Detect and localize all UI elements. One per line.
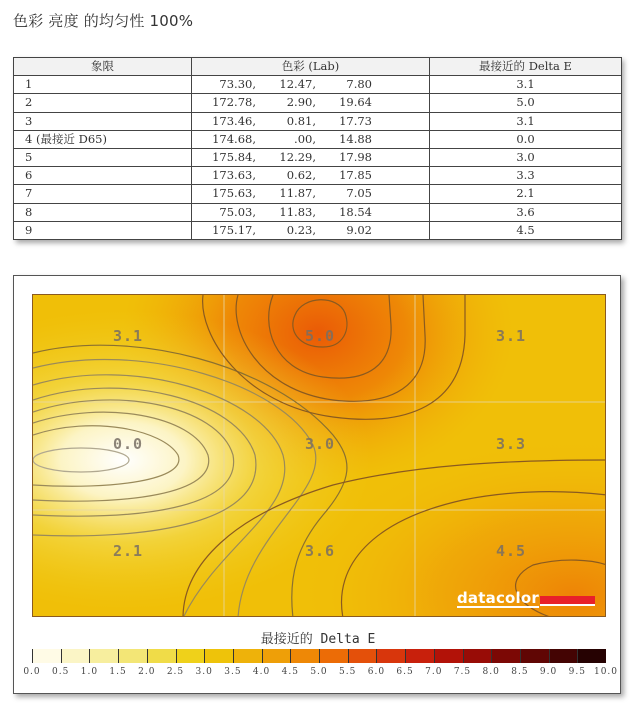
lab-cell [192, 167, 430, 185]
lab-a: .00, [294, 131, 316, 146]
lab-b: 17.98 [339, 150, 372, 165]
colorbar-tick-label: 7.5 [453, 667, 472, 677]
zone-cell: 6 [14, 167, 192, 185]
legend-title: 最接近的 Delta E [260, 632, 376, 647]
colorbar-segment [577, 649, 606, 663]
lab-l: 175.17, [212, 222, 256, 237]
lab-b: 14.88 [339, 131, 372, 146]
header-lab: 色彩 (Lab) [192, 58, 430, 76]
zone-cell: 7 [14, 185, 192, 203]
colorbar-segment [434, 649, 463, 663]
lab-a: 0.23, [286, 222, 316, 237]
colorbar-tick-label: 6.0 [367, 667, 386, 677]
colorbar-segment [147, 649, 176, 663]
header-zone: 象限 [14, 58, 192, 76]
colorbar-tick-label: 10.0 [593, 667, 619, 677]
zone-label-4: 0.0 [112, 435, 144, 453]
table-row [14, 76, 622, 94]
table-row [14, 203, 622, 221]
colorbar-ticks [14, 667, 622, 681]
zone-cell: 1 [14, 76, 192, 94]
lab-b: 9.02 [346, 222, 372, 237]
zone-label-7: 2.1 [112, 542, 144, 560]
zone-cell: 4 (最接近 D65) [14, 130, 192, 148]
lab-cell [192, 130, 430, 148]
colorbar-segment [319, 649, 348, 663]
lab-b: 18.54 [339, 204, 372, 219]
uniformity-chart-panel [13, 275, 621, 694]
zone-cell: 2 [14, 94, 192, 112]
colorbar-segment [549, 649, 578, 663]
delta-e-cell: 3.1 [430, 112, 622, 130]
table-row [14, 130, 622, 148]
colorbar-tick-label: 7.0 [425, 667, 443, 677]
zone-cell: 9 [14, 221, 192, 239]
lab-cell [192, 203, 430, 221]
colorbar-tick-label: 0.0 [23, 667, 41, 677]
delta-e-cell: 3.3 [430, 167, 622, 185]
lab-b: 7.80 [346, 77, 372, 92]
zone-label-5: 3.0 [304, 435, 336, 453]
lab-a: 11.87, [279, 186, 316, 201]
table-row [14, 94, 622, 112]
lab-a: 0.81, [286, 113, 316, 128]
lab-a: 0.62, [286, 168, 316, 183]
page-title: 色彩 亮度 的均匀性 100% [13, 12, 194, 30]
colorbar-tick-label: 2.0 [138, 667, 156, 677]
zone-label-3: 3.1 [495, 327, 527, 345]
colorbar-segment [89, 649, 118, 663]
colorbar-tick-label: 8.0 [482, 667, 500, 677]
table-row [14, 167, 622, 185]
zone-label-8: 3.6 [304, 542, 336, 560]
lab-l: 173.63, [212, 168, 256, 183]
lab-cell [192, 148, 430, 166]
lab-a: 12.47, [279, 77, 316, 92]
colorbar-tick-label: 6.5 [396, 667, 414, 677]
lab-a: 2.90, [286, 95, 316, 110]
table-row [14, 185, 622, 203]
lab-b: 17.85 [339, 168, 372, 183]
colorbar-tick-label: 5.0 [310, 667, 328, 677]
colorbar-segment [233, 649, 262, 663]
colorbar-tick-label: 3.0 [195, 667, 213, 677]
colorbar-segment [520, 649, 549, 663]
header-delta-e: 最接近的 Delta E [430, 58, 622, 76]
zone-label-2: 5.0 [304, 327, 336, 345]
lab-a: 12.29, [279, 150, 316, 165]
colorbar-tick-label: 1.5 [109, 667, 127, 677]
lab-cell [192, 112, 430, 130]
zone-cell: 5 [14, 148, 192, 166]
lab-l: 172.78, [212, 95, 256, 110]
delta-e-cell: 0.0 [430, 130, 622, 148]
uniformity-table-container [13, 57, 621, 240]
brand-text: datacolor [457, 589, 539, 607]
colorbar-segment [348, 649, 377, 663]
colorbar-tick-label: 1.0 [80, 667, 99, 677]
colorbar-tick-label: 9.0 [539, 667, 558, 677]
colorbar-segment [262, 649, 291, 663]
lab-l: 175.63, [212, 186, 256, 201]
colorbar-tick-label: 8.5 [511, 667, 529, 677]
colorbar-segment [491, 649, 520, 663]
zone-cell: 8 [14, 203, 192, 221]
zone-label-1: 3.1 [112, 327, 144, 345]
lab-cell [192, 221, 430, 239]
lab-cell [192, 76, 430, 94]
lab-a: 11.83, [279, 204, 316, 219]
colorbar-segment [463, 649, 492, 663]
uniformity-heatmap [32, 294, 606, 617]
lab-l: 73.30, [219, 77, 256, 92]
lab-cell [192, 185, 430, 203]
brand-red-bar [540, 596, 595, 606]
delta-e-cell: 3.1 [430, 76, 622, 94]
colorbar-tick-label: 4.0 [252, 667, 271, 677]
lab-l: 174.68, [212, 131, 256, 146]
uniformity-table [13, 57, 622, 240]
lab-l: 173.46, [212, 113, 256, 128]
colorbar-segment [290, 649, 319, 663]
table-row [14, 148, 622, 166]
colorbar-segment [204, 649, 233, 663]
colorbar-tick-label: 3.5 [224, 667, 242, 677]
lab-b: 7.05 [346, 186, 372, 201]
colorbar-segment [176, 649, 205, 663]
colorbar-tick-label: 5.5 [339, 667, 357, 677]
colorbar [32, 649, 606, 663]
table-row [14, 221, 622, 239]
delta-e-cell: 2.1 [430, 185, 622, 203]
lab-l: 175.84, [212, 150, 256, 165]
delta-e-cell: 5.0 [430, 94, 622, 112]
table-row [14, 112, 622, 130]
zone-label-9: 4.5 [495, 542, 527, 560]
colorbar-segment [118, 649, 147, 663]
delta-e-cell: 4.5 [430, 221, 622, 239]
lab-b: 19.64 [339, 95, 372, 110]
lab-b: 17.73 [339, 113, 372, 128]
colorbar-segment [405, 649, 434, 663]
colorbar-segment [32, 649, 61, 663]
zone-label-6: 3.3 [495, 435, 527, 453]
delta-e-cell: 3.0 [430, 148, 622, 166]
colorbar-tick-label: 0.5 [52, 667, 70, 677]
table-header-row [14, 58, 622, 76]
colorbar-tick-label: 2.5 [166, 667, 185, 677]
zone-cell: 3 [14, 112, 192, 130]
lab-cell [192, 94, 430, 112]
colorbar-segment [376, 649, 405, 663]
colorbar-segment [61, 649, 90, 663]
datacolor-logo [457, 591, 595, 608]
colorbar-tick-label: 4.5 [281, 667, 299, 677]
colorbar-tick-label: 9.5 [568, 667, 586, 677]
delta-e-cell: 3.6 [430, 203, 622, 221]
lab-l: 75.03, [219, 204, 256, 219]
